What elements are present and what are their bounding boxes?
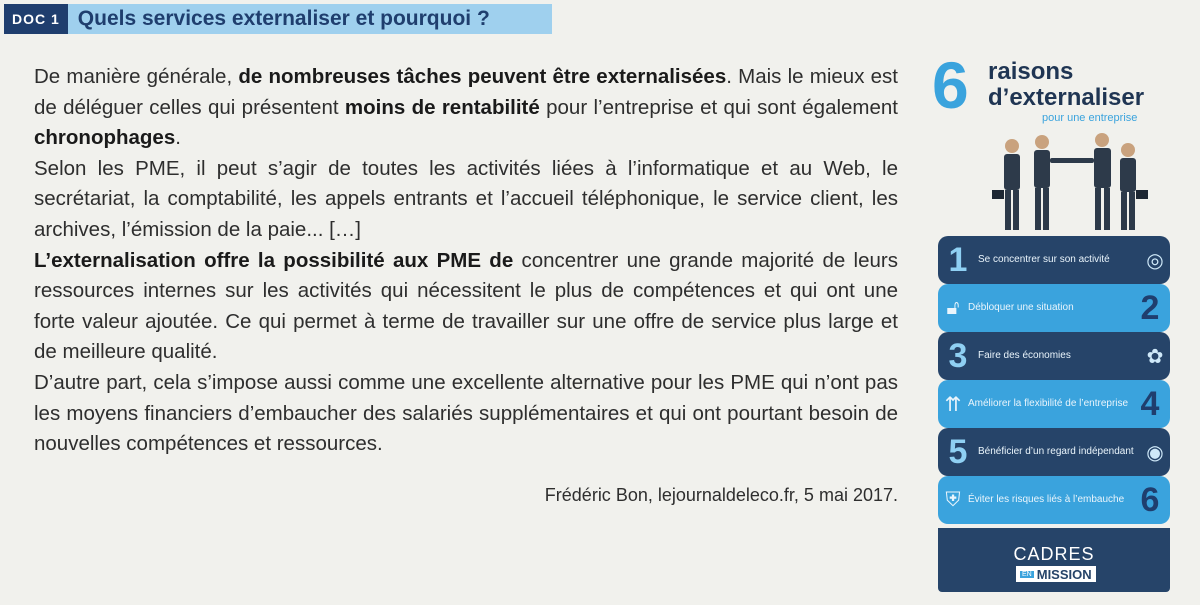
eye-icon: ◉ xyxy=(1146,441,1164,464)
text-run: . xyxy=(175,126,181,150)
reason-1 xyxy=(938,236,1170,284)
logo-mission: MISSION xyxy=(1036,566,1092,582)
businessmen-illustration xyxy=(990,128,1150,233)
infographic-number: 6 xyxy=(932,48,969,122)
cadres-en-mission-logo xyxy=(938,528,1170,592)
bold-run: de nombreuses tâches peuvent être externalisées xyxy=(238,65,727,88)
doc-tag: DOC 1 xyxy=(4,4,68,34)
reason-label: Bénéficier d’un regard indépendant xyxy=(978,446,1134,457)
reason-5 xyxy=(938,428,1170,476)
reason-number: 2 xyxy=(1140,288,1160,327)
logo-line2 xyxy=(1016,566,1096,582)
reason-2 xyxy=(938,284,1170,332)
shield-icon: ⛨ xyxy=(945,488,961,511)
infographic-subtitle: pour une entreprise xyxy=(1042,112,1138,124)
paragraph-1 xyxy=(34,62,898,154)
arrows-up-icon: ⇈ xyxy=(944,393,962,416)
bold-run: L’externalisation offre la possibilité aux PME de xyxy=(34,248,514,272)
text-run: . Mais le mieux est de déléguer celles qui présentent xyxy=(34,65,898,119)
reason-6 xyxy=(938,476,1170,524)
paragraph-3 xyxy=(34,246,898,368)
infographic-header xyxy=(930,50,1178,130)
reason-number: 3 xyxy=(948,336,968,375)
reason-4 xyxy=(938,380,1170,428)
infographic xyxy=(930,44,1178,592)
unlock-icon: 🔓︎ xyxy=(946,296,960,319)
article-source: Frédéric Bon, lejournaldeleco.fr, 5 mai 2017. xyxy=(544,485,898,505)
reason-3 xyxy=(938,332,1170,380)
text-run: concentrer une grande majorité de leurs ressources internes sur les activités qui nécessitent le plus de compétences et qui ont une forte valeur ajoutée. Ce qui permet à terme de travailler sur une offre de service plus large et de meilleure qualité. xyxy=(34,248,898,364)
reason-number: 1 xyxy=(948,240,968,279)
reason-number: 4 xyxy=(1140,384,1160,423)
doc-title: Quels services externaliser et pourquoi ? xyxy=(68,4,552,34)
article-text xyxy=(34,62,898,460)
logo-small: EN xyxy=(1022,570,1032,578)
bold-run: moins de rentabilité xyxy=(344,95,540,119)
text-run: De manière générale, xyxy=(34,65,239,88)
reason-number: 5 xyxy=(948,432,968,471)
infographic-title-line1: raisons xyxy=(988,58,1074,85)
doc-header xyxy=(4,4,552,34)
reason-label: Faire des économies xyxy=(978,350,1071,361)
reason-number: 6 xyxy=(1140,480,1160,519)
paragraph-2: Selon les PME, il peut s’agir de toutes les activités liées à l’informatique et au Web, le secrétariat, la comptabilité, les appels entrants et l’accueil téléphonique, le service client, les archives, l’émission de la paie... […] xyxy=(34,156,898,241)
bold-run: chronophages xyxy=(34,126,176,150)
reason-label: Se concentrer sur son activité xyxy=(978,254,1110,265)
reason-label: Améliorer la flexibilité de l’entreprise xyxy=(968,398,1129,409)
piggy-bank-icon: ✿ xyxy=(1146,345,1164,368)
paragraph-4: D’autre part, cela s’impose aussi comme une excellente alternative pour les PME qui n’ont pas les moyens financiers d’embaucher des salariés supplémentaires et qui ont pourtant besoin de nouvelles compétences et ressources. xyxy=(34,370,898,456)
reason-label: Éviter les risques liés à l’embauche xyxy=(968,494,1125,505)
infographic-title-line2: d’externaliser xyxy=(988,84,1145,111)
reason-label: Débloquer une situation xyxy=(968,302,1074,313)
logo-line1: CADRES xyxy=(1013,544,1095,564)
text-run: pour l’entreprise et qui sont également xyxy=(539,95,898,119)
target-icon: ◎ xyxy=(1146,249,1164,272)
